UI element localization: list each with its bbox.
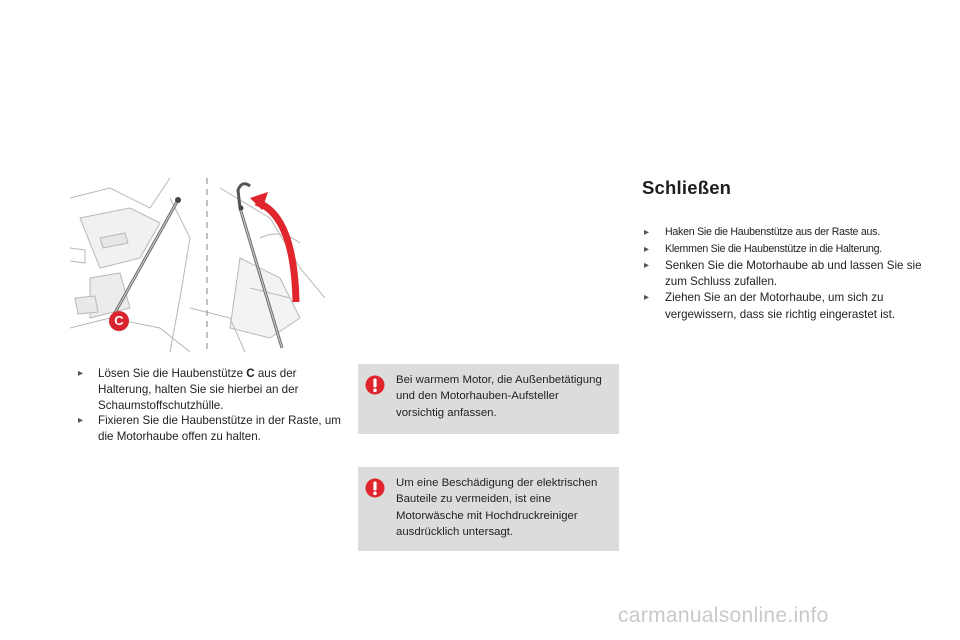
list-item [642,224,922,241]
list-item [76,413,351,445]
section-title: Schließen [642,177,732,198]
list-item [642,241,922,258]
raise-direction-arrow-icon [250,192,310,307]
bullet-arrow-icon: ▸ [78,368,84,379]
warning-text: Um eine Beschädigung der elektrischen Bauteile zu vermeiden, ist eine Motorwäsche mit Hochdruckreiniger ausdrücklich untersagt. [396,477,598,538]
instruction-text: Ziehen Sie an der Motorhaube, um sich zu vergewissern, dass sie richtig eingerastet ist. [665,291,896,321]
list-item [642,258,922,290]
callout-c-badge [109,311,129,331]
list-item [642,290,922,322]
bullet-arrow-icon: ▸ [644,244,649,255]
instruction-text: Haken Sie die Haubenstütze aus der Raste aus. [665,226,880,238]
instruction-text: Fixieren Sie die Haubenstütze in der Raste, um die Motorhaube offen zu halten. [98,414,341,444]
instruction-text: Senken Sie die Motorhaube ab und lassen Sie sie zum Schluss zufallen. [665,259,922,289]
warning-box-pressure-washer [358,467,619,551]
warning-exclamation-icon [365,478,385,498]
opening-instructions-list [76,366,351,445]
callout-c-label: C [114,313,124,328]
warning-exclamation-icon [365,375,385,395]
instruction-text-part: Lösen Sie die Haubenstütze [98,367,247,380]
bullet-arrow-icon: ▸ [644,260,650,271]
hood-stay-illustration [70,178,325,352]
instruction-text: Klemmen Sie die Haubenstütze in die Halterung. [665,243,882,255]
instruction-text-part: aus der Halterung, halten Sie sie hierbei an der Schaumstoffschutzhülle. [98,367,299,412]
warning-box-hot-engine [358,364,619,434]
warning-text: Bei warmem Motor, die Außenbetätigung und den Motorhauben-Aufsteller vorsichtig anfassen. [396,374,602,419]
closing-instructions-list [642,224,922,323]
list-item [76,366,351,413]
bullet-arrow-icon: ▸ [78,415,84,427]
bullet-arrow-icon: ▸ [644,227,649,238]
bullet-arrow-icon: ▸ [644,292,650,304]
watermark: carmanualsonline.info [618,604,829,627]
instruction-bold-label: C [246,367,255,380]
